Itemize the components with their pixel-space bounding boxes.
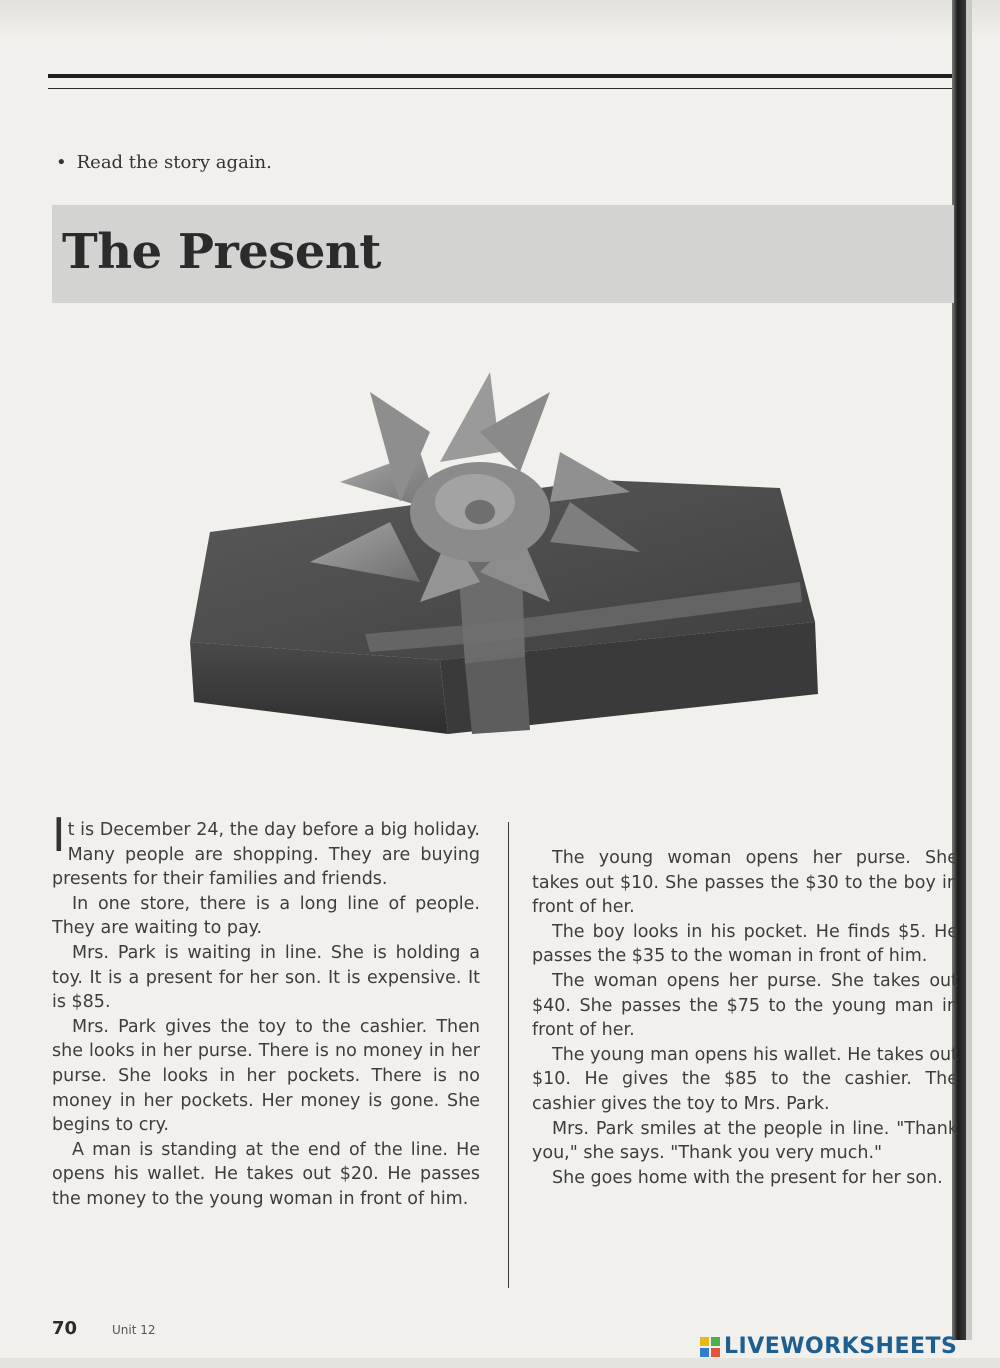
unit-label: Unit 12 (112, 1323, 156, 1337)
story-paragraph: A man is standing at the end of the line. He opens his wallet. He takes out $20. He passes the money to the young woman in front of him. (52, 1139, 480, 1209)
logo-square (711, 1337, 720, 1346)
story-paragraph: Mrs. Park gives the toy to the cashier. Then she looks in her purse. There is no money in her purse. She looks in her pockets. There is no money in her pockets. Her money is gone. She begins to cry. (52, 1016, 480, 1136)
story-paragraph: The woman opens her purse. She takes out $40. She passes the $75 to the young man in front of her. (532, 970, 958, 1041)
logo-text: LIVEWORKSHEETS (724, 1334, 958, 1359)
bullet: • (56, 152, 67, 173)
story-paragraph (52, 808, 480, 892)
story-paragraph: The young woman opens her purse. She takes out $10. She passes the $30 to the boy in front of her. (532, 848, 958, 918)
instruction (56, 152, 272, 173)
header-rule-thin (48, 88, 954, 89)
header-rule-thick (48, 74, 954, 78)
logo-square (700, 1348, 709, 1357)
story-paragraph: She goes home with the present for her son. (552, 1167, 943, 1188)
gift-box-icon (190, 372, 820, 734)
story-column-right (532, 846, 958, 1190)
liveworksheets-logo[interactable] (700, 1334, 957, 1359)
drop-cap: I (52, 808, 66, 862)
instruction-text: Read the story again. (76, 152, 272, 173)
page-edge (966, 0, 972, 1340)
story-column-left (52, 808, 480, 1212)
column-divider (508, 822, 509, 1288)
page-number: 70 (52, 1318, 78, 1339)
paragraph-text: t is December 24, the day before a big holiday. Many people are shopping. They are buying presents for their families and friends. (52, 820, 480, 890)
story-paragraph: The young man opens his wallet. He takes out $10. He gives the $85 to the cashier. The cashier gives the toy to Mrs. Park. (532, 1044, 958, 1114)
logo-square (711, 1348, 720, 1357)
scan-shadow (0, 0, 1000, 40)
story-paragraph: The boy looks in his pocket. He finds $5. He passes the $35 to the woman in front of him. (532, 921, 958, 967)
story-paragraph: In one store, there is a long line of people. They are waiting to pay. (52, 893, 480, 939)
logo-square (700, 1337, 709, 1346)
scan-bottom-edge (0, 1358, 1000, 1368)
story-title: The Present (62, 224, 381, 280)
logo-grid-icon (700, 1337, 720, 1357)
story-paragraph: Mrs. Park smiles at the people in line. "Thank you," she says. "Thank you very much." (532, 1118, 958, 1164)
story-paragraph: Mrs. Park is waiting in line. She is holding a toy. It is a present for her son. It is expensive. It is $85. (52, 942, 480, 1013)
